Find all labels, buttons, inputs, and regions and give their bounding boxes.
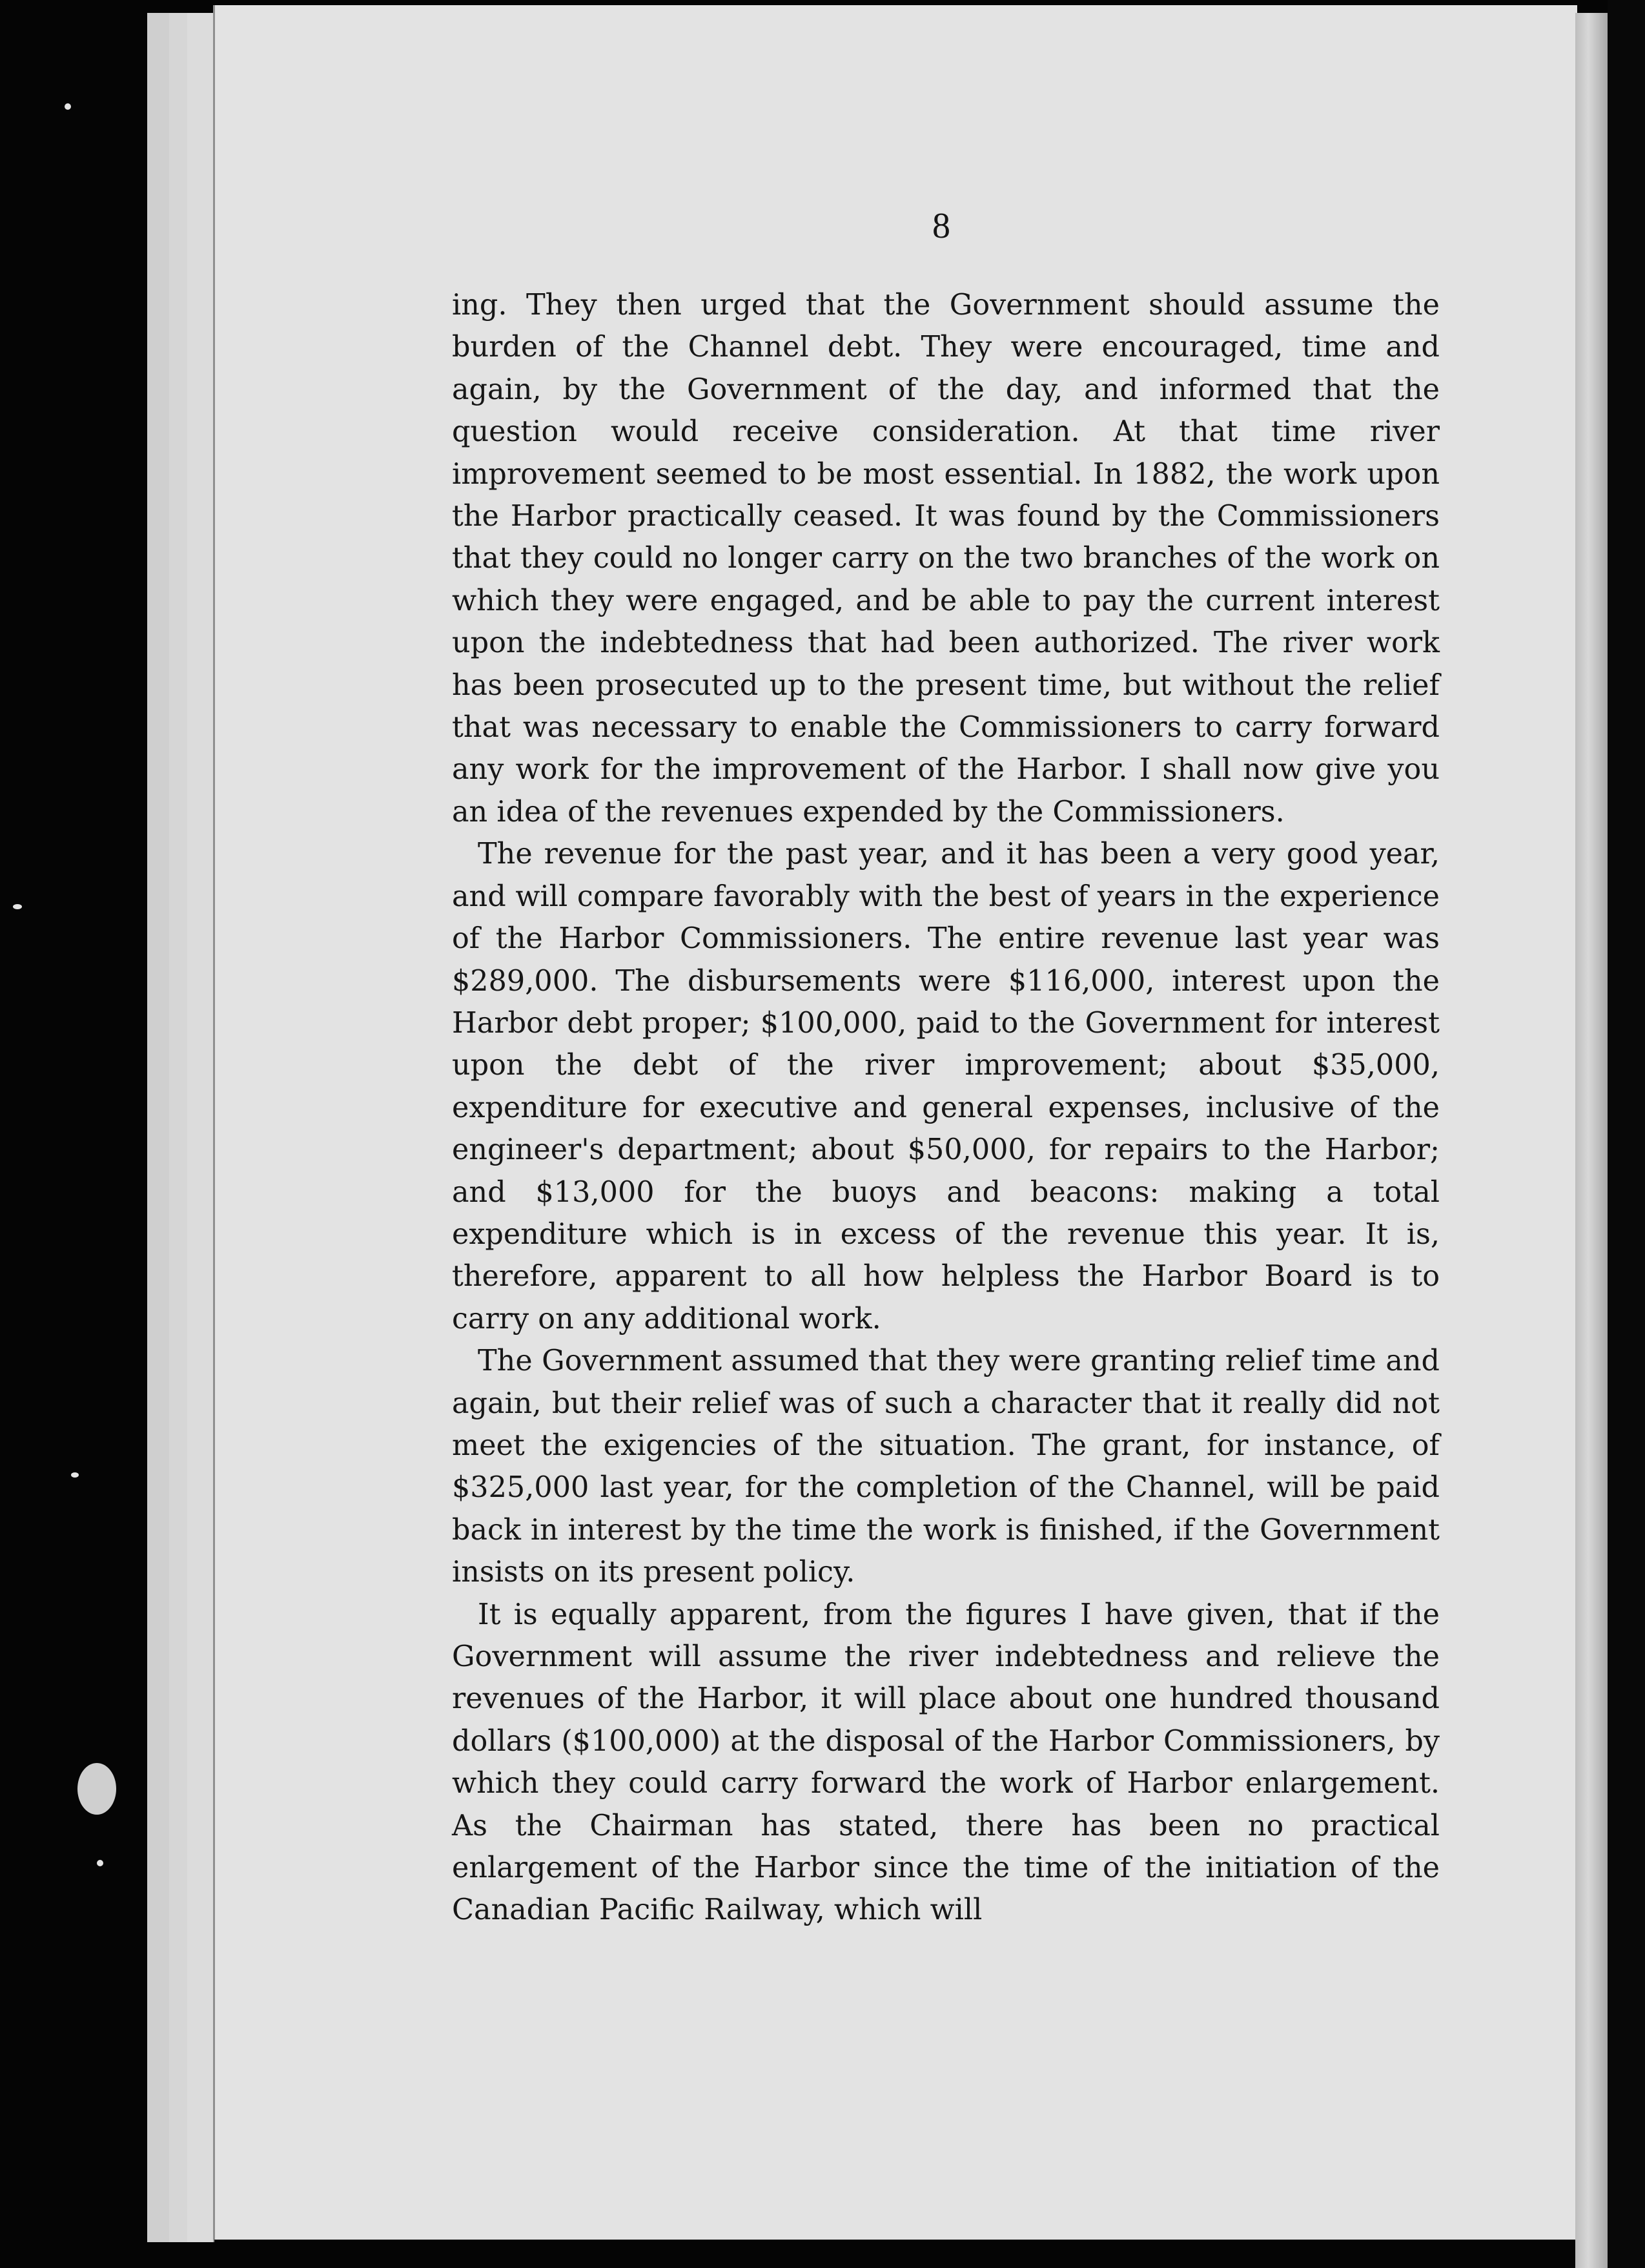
page-edge — [187, 13, 214, 2242]
paragraph: The Government assumed that they were granting relief time and again, but their relief was of such a character that it really did not meet the exigencies of the situation. The grant, for instance, of $325,000 last year, for the completion of the Channel, will be paid back in interest by the time the work is finished, if the Government insists on its present policy. — [452, 1345, 1440, 1589]
paragraph: The revenue for the past year, and it has been a very good year, and will compare favorably with the best of years in the experience of the Harbor Commissioners. The entire revenue last year was $289,000. The disbursements were $116,000, interest upon the Harbor debt proper; $100,000, paid to the Government for interest upon the debt of the river improvement; about $35,000, expenditure for executive and general expenses, inclusive of the engineer's department; about $50,000, for repairs to the Harbor; and $13,000 for the buoys and beacons: making a total expenditure which is in excess of the revenue this year. It is, therefore, apparent to all how helpless the Harbor Board is to carry on any additional work. — [452, 838, 1440, 1335]
scan-speck — [97, 1860, 103, 1866]
page-number: 8 — [932, 206, 950, 246]
body-text — [452, 284, 1440, 1932]
scan-speck — [65, 103, 71, 110]
scan-speck — [13, 904, 22, 909]
scan-speck — [77, 1763, 116, 1815]
scan-border — [1608, 0, 1645, 2268]
paragraph: ing. They then urged that the Government should assume the burden of the Channel debt. They were encouraged, time and again, by the Government of the day, and informed that the question would receive consideration. At that time river improvement seemed to be most essential. In 1882, the work upon the Harbor practically ceased. It was found by the Commissioners that they could no longer carry on the two branches of the work on which they were engaged, and be able to pay the current interest upon the indebtedness that had been authorized. The river work has been prosecuted up to the present time, but without the relief that was necessary to enable the Commissioners to carry forward any work for the improvement of the Harbor. I shall now give you an idea of the revenues expended by the Commissioners. — [452, 289, 1440, 829]
paragraph: It is equally apparent, from the figures I have given, that if the Government will assume the river indebtedness and relieve the revenues of the Harbor, it will place about one hundred thousand dollars ($100,000) at the disposal of the Harbor Commissioners, by which they could carry forward the work of Harbor enlargement. As the Chairman has stated, there has been no practical enlargement of the Harbor since the time of the initiation of the Canadian Pacific Railway, which will — [452, 1598, 1440, 1927]
binding-edge — [1575, 13, 1608, 2268]
scan-speck — [71, 1472, 79, 1478]
